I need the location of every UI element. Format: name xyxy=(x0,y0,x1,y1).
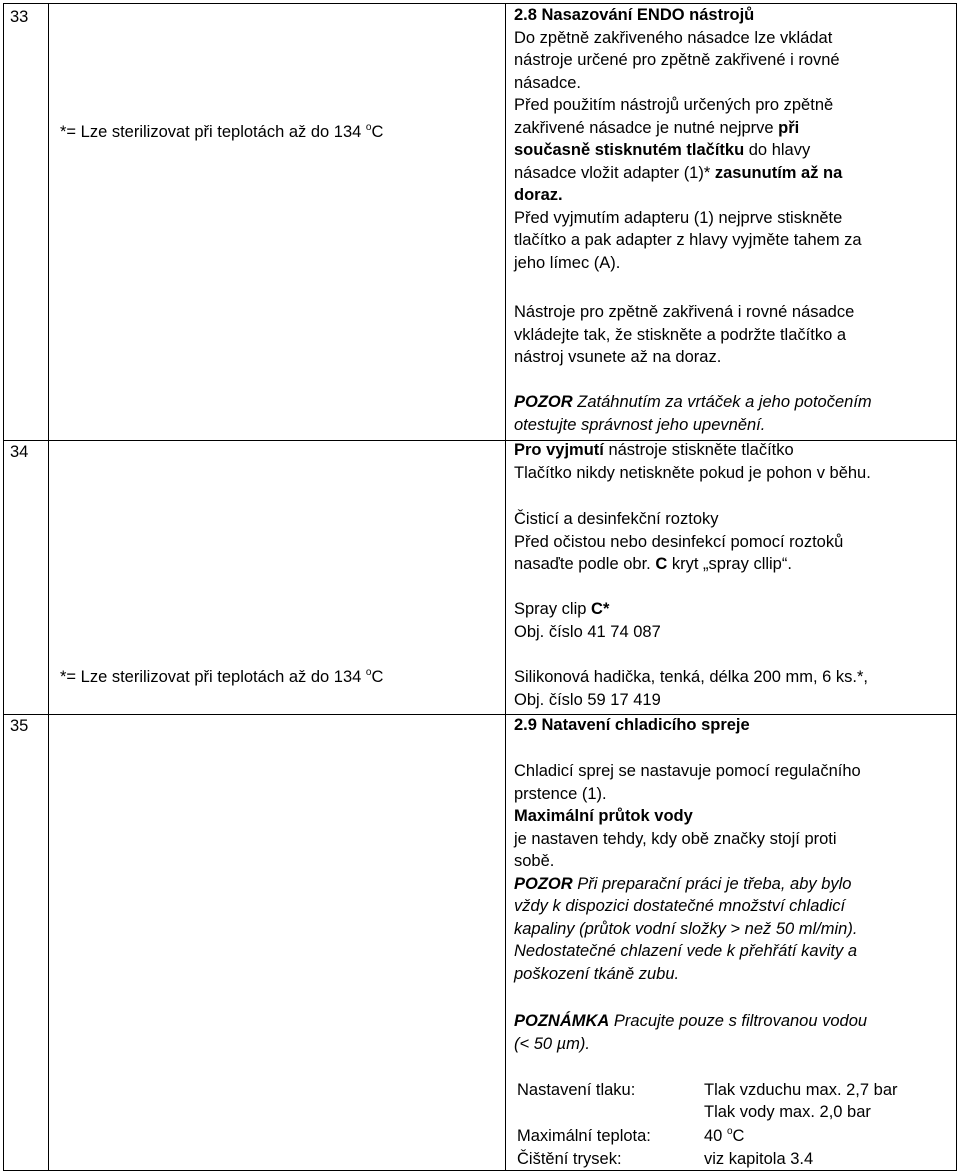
cleaning-title: Čisticí a desinfekční roztoky xyxy=(514,510,719,528)
temperature-label: Maximální teplota: xyxy=(517,1127,651,1145)
nozzle-cleaning-label: Čištění trysek: xyxy=(517,1150,622,1168)
section-35 xyxy=(514,714,750,737)
table-left-border xyxy=(3,3,4,1171)
table-col-divider-2 xyxy=(505,3,506,1171)
row-divider-35 xyxy=(3,714,957,715)
section-34: Pro vyjmutí nástroje stiskněte tlačítko Tlačítko nikdy netiskněte pokud je pohon v běhu. xyxy=(514,441,871,482)
section-34-cleaning: Čisticí a desinfekční roztoky Před očistou nebo desinfekcí pomocí roztoků nasaďte podle obr. C kryt „spray cllip“. xyxy=(514,510,844,573)
section-33: 2.8 Nasazování ENDO nástrojů Do zpětně zakřiveného násadce lze vkládat nástroje určené pro zpětně zakřivené i rovné násadce. Před použitím nástrojů určených pro zpětně zakřivené násadce je nutné nejprve při současně stisknutém tlačítku do hlavy násadce vložit adapter (1)* zasunutím až na doraz. Před vyjmutím adapteru (1) nejprve stiskněte tlačítko a pak adapter z hlavy vyjměte tahem za jeho límec (A). xyxy=(514,6,862,272)
section-35-body: Chladicí sprej se nastavuje pomocí regulačního prstence (1). Maximální průtok vody je nastaven tehdy, kdy obě značky stojí proti sobě. POZOR Při preparační práci je třeba, aby bylo vždy k dispozici dostatečné množství chladicí kapaliny (průtok vodní složky > než 50 ml/min). Nedostatečné chlazení vede k přehřátí kavity a poškození tkáně zubu. xyxy=(514,762,861,983)
flow-title: Maximální průtok vody xyxy=(514,807,693,825)
pressure-water-value: Tlak vody max. 2,0 bar xyxy=(704,1103,871,1121)
pressure-air-value: Tlak vzduchu max. 2,7 bar xyxy=(704,1081,898,1099)
nozzle-cleaning-value: viz kapitola 3.4 xyxy=(704,1150,814,1168)
order-number: Obj. číslo 59 17 419 xyxy=(514,690,661,709)
pressure-label: Nastavení tlaku: xyxy=(517,1081,636,1099)
warning-label: POZOR xyxy=(514,874,573,893)
row-number: 35 xyxy=(10,717,29,735)
section-34-spray-clip: Spray clip C* Obj. číslo 41 74 087 xyxy=(514,598,661,643)
row-number: 34 xyxy=(10,443,29,461)
sterilization-note: *= Lze sterilizovat při teplotách až do 134 $^o$C xyxy=(60,667,384,686)
section-heading: 2.8 Nasazování ENDO nástrojů xyxy=(514,6,755,24)
warning-label: POZOR xyxy=(514,393,573,411)
note-label: POZNÁMKA xyxy=(514,1012,610,1030)
section-33-insert-paragraph: Nástroje pro zpětně zakřivená i rovné násadce vkládejte tak, že stiskněte a podržte tlačítko a nástroj vsunete až na doraz. xyxy=(514,303,855,366)
section-35-note: POZNÁMKA Pracujte pouze s filtrovanou vodou (< 50 µm). xyxy=(514,1012,868,1053)
section-34-hose: Silikonová hadička, tenká, délka 200 mm, 6 ks.*, Obj. číslo 59 17 419 xyxy=(514,666,868,711)
order-number: Obj. číslo 41 74 087 xyxy=(514,622,661,641)
sterilization-note: *= Lze sterilizovat při teplotách až do 134 $^o$C xyxy=(60,122,384,141)
section-heading: 2.9 Natavení chladicího spreje xyxy=(514,716,750,734)
temperature-value: 40 $^o$C xyxy=(704,1126,745,1145)
table-bottom-border xyxy=(3,1170,957,1171)
table-right-border xyxy=(956,3,957,1171)
table-col-divider xyxy=(48,3,49,1171)
section-33-warning: POZOR Zatáhnutím za vrtáček a jeho potočením otestujte správnost jeho upevnění. xyxy=(514,393,872,434)
row-number: 33 xyxy=(10,8,29,26)
